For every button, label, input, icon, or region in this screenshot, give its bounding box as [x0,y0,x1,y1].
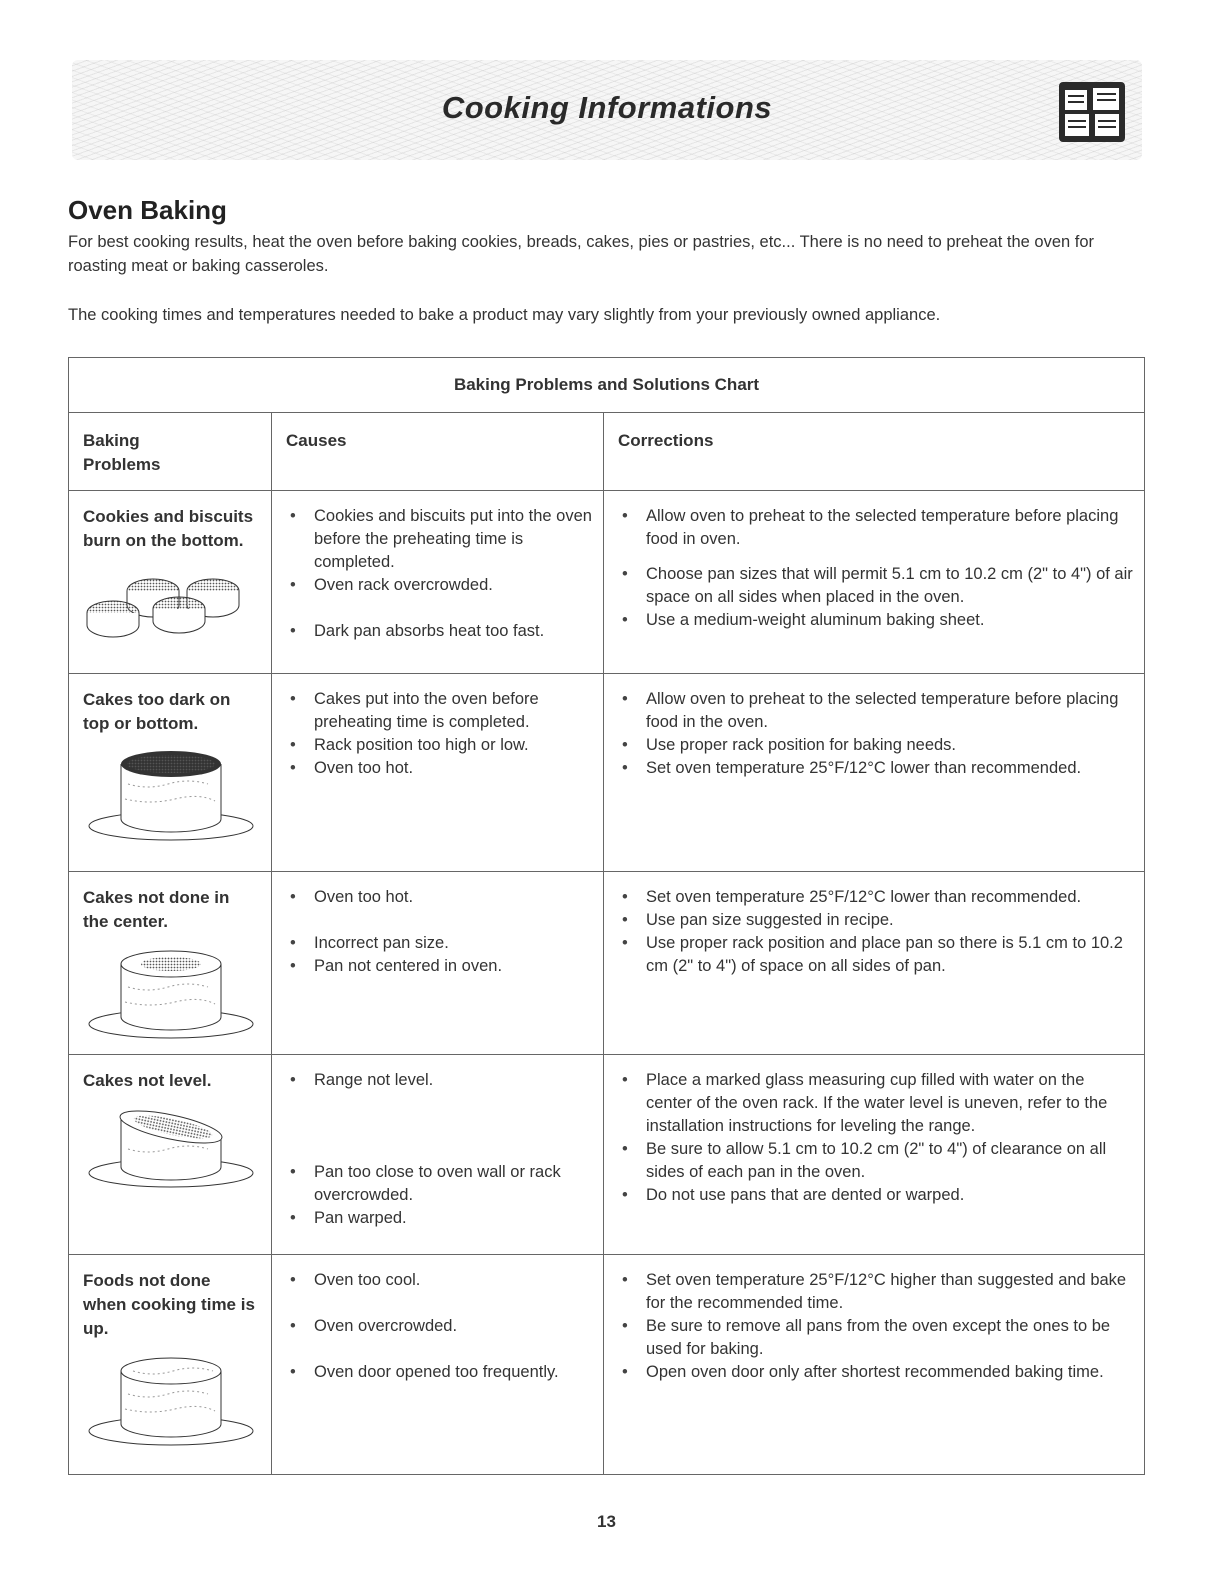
cause-item: • Oven too hot. [286,886,593,909]
cause-item: • Rack position too high or low. [286,734,593,757]
cause-item: • Cakes put into the oven before preheating time is completed. [286,688,593,734]
causes-cell [272,1055,604,1255]
cake-undone-illustration [83,1349,258,1449]
header-causes: Causes [272,413,604,491]
header-corrections: Corrections [604,413,1145,491]
problem-label: Cakes too dark on top or bottom. [83,690,231,733]
correction-item: • Allow oven to preheat to the selected temperature before placing food in the oven. [618,688,1134,734]
corrections-cell [604,491,1145,674]
correction-item: • Use proper rack position and place pan so there is 5.1 cm to 10.2 cm (2" to 4") of space on all sides of pan. [618,932,1134,978]
chart-header-row [69,413,1145,491]
cause-item: • Pan warped. [286,1207,593,1230]
correction-item: • Use proper rack position for baking needs. [618,734,1134,757]
cause-item: • Cookies and biscuits put into the oven before the preheating time is completed. [286,505,593,574]
cause-item: • Pan not centered in oven. [286,955,593,978]
corrections-cell [604,1255,1145,1475]
correction-item: • Use pan size suggested in recipe. [618,909,1134,932]
baking-problems-chart [68,357,1145,1475]
correction-item: • Set oven temperature 25°F/12°C higher than suggested and bake for the recommended time. [618,1269,1134,1315]
cake-not-level-illustration [83,1101,258,1191]
causes-cell [272,1255,604,1475]
cooking-info-icon [1057,80,1127,144]
correction-item: • Do not use pans that are dented or warped. [618,1184,1134,1207]
correction-item: • Choose pan sizes that will permit 5.1 cm to 10.2 cm (2" to 4") of air space on all sides when placed in the oven. [618,563,1134,609]
cause-item: • Oven too cool. [286,1269,593,1292]
causes-cell [272,674,604,872]
table-row [69,872,1145,1055]
cause-item: • Oven door opened too frequently. [286,1361,593,1384]
problem-label: Cookies and biscuits burn on the bottom. [83,507,254,550]
table-row [69,674,1145,872]
correction-item: • Set oven temperature 25°F/12°C lower than recommended. [618,757,1134,780]
section-title: Oven Baking [68,195,227,225]
corrections-cell [604,1055,1145,1255]
cause-item: • Range not level. [286,1069,593,1092]
correction-item: • Open oven door only after shortest recommended baking time. [618,1361,1134,1384]
cake-dark-illustration [83,744,258,844]
causes-cell [272,491,604,674]
cookies-illustration [83,561,258,641]
header-problems: Baking Problems [69,413,272,491]
cause-item: • Dark pan absorbs heat too fast. [286,620,593,643]
problem-cell [69,872,272,1055]
problem-label: Cakes not level. [83,1071,212,1090]
table-row [69,1055,1145,1255]
chart-title: Baking Problems and Solutions Chart [69,358,1145,413]
table-row [69,491,1145,674]
problem-cell [69,1055,272,1255]
cause-item: • Oven too hot. [286,757,593,780]
problem-cell [69,491,272,674]
banner-title: Cooking Informations [441,90,773,125]
correction-item: • Be sure to allow 5.1 cm to 10.2 cm (2" to 4") of clearance on all sides of each pan in the oven. [618,1138,1134,1184]
cake-center-illustration [83,942,258,1042]
corrections-cell [604,872,1145,1055]
table-row [69,1255,1145,1475]
cause-item: • Oven rack overcrowded. [286,574,593,597]
correction-item: • Allow oven to preheat to the selected temperature before placing food in oven. [618,505,1134,551]
problem-cell [69,1255,272,1475]
header-banner [72,60,1142,160]
correction-item: • Place a marked glass measuring cup filled with water on the center of the oven rack. If the water level is uneven, refer to the installation instructions for leveling the range. [618,1069,1134,1138]
intro-paragraph-1: For best cooking results, heat the oven before baking cookies, breads, cakes, pies or pastries, etc... There is no need to preheat the oven for roasting meat or baking casseroles. [68,233,1095,275]
correction-item: • Use a medium-weight aluminum baking sheet. [618,609,1134,632]
cause-item: • Incorrect pan size. [286,932,593,955]
correction-item: • Be sure to remove all pans from the oven except the ones to be used for baking. [618,1315,1134,1361]
corrections-cell [604,674,1145,872]
intro-paragraph-2: The cooking times and temperatures needed to bake a product may vary slightly from your previously owned appliance. [68,306,941,324]
cause-item: • Pan too close to oven wall or rack overcrowded. [286,1161,593,1207]
problem-label: Cakes not done in the center. [83,888,230,931]
page-number: 13 [597,1512,616,1531]
causes-cell [272,872,604,1055]
problem-label: Foods not done when cooking time is up. [83,1271,255,1338]
cause-item: • Oven overcrowded. [286,1315,593,1338]
correction-item: • Set oven temperature 25°F/12°C lower than recommended. [618,886,1134,909]
problem-cell [69,674,272,872]
